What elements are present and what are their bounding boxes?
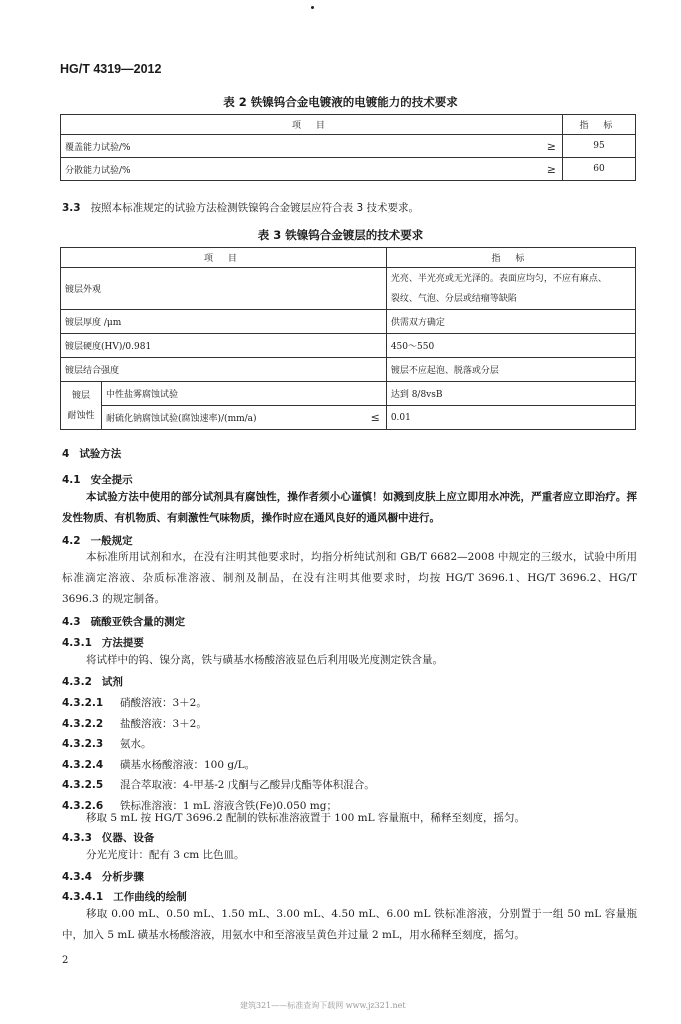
table3-item: 耐硫化钠腐蚀试验(腐蚀速率)/(mm/a) xyxy=(102,406,358,430)
section-4-3-4-1: 4.3.4.1 工作曲线的绘制 xyxy=(62,891,187,903)
table3-value: 光亮、半光亮或无光泽的。表面应均匀，不应有麻点、 裂纹、气泡、分层或结瘤等缺陷 xyxy=(386,268,635,310)
table-row xyxy=(61,406,636,430)
section-3-3: 3.3 按照本标准规定的试验方法检测铁镍钨合金镀层应符合表 3 技术要求。 xyxy=(62,202,419,214)
table2-header-item: 项 目 xyxy=(61,115,563,135)
table3-group-label: 镀层 耐蚀性 xyxy=(61,382,102,430)
list-item: 4.3.2.5 混合萃取液：4-甲基-2 戊酮与乙酸异戊酯等体积混合。 xyxy=(62,779,375,791)
table2 xyxy=(60,114,636,181)
table3-item: 中性盐雾腐蚀试验 xyxy=(102,382,387,406)
section-4-3-3-text: 分光光度计：配有 3 cm 比色皿。 xyxy=(86,849,245,861)
table3-header-value: 指 标 xyxy=(386,248,635,268)
section-4: 4 试验方法 xyxy=(62,448,122,460)
section-4-3-4-1-text: 移取 0.00 mL、0.50 mL、1.50 mL、3.00 mL、4.50 mL、6.00 mL 铁标准溶液，分别置于一组 50 mL 容量瓶中，加入 5 mL 磺基水杨酸溶液，用氨水中和至溶液呈黄色并过量 2 mL，用水稀释至刻度，摇匀。 xyxy=(62,908,637,941)
standard-number: HG/T 4319—2012 xyxy=(60,62,162,76)
table2-item: 覆盖能力试验/% xyxy=(61,135,534,158)
table3-item: 镀层外观 xyxy=(61,268,387,310)
table3 xyxy=(60,247,636,430)
table-row xyxy=(61,158,636,181)
comparison-symbol: ≥ xyxy=(534,135,563,158)
list-item: 4.3.2.2 盐酸溶液：3＋2。 xyxy=(62,717,207,730)
table3-item: 镀层结合强度 xyxy=(61,358,387,382)
table2-value: 60 xyxy=(562,158,635,181)
comparison-symbol: ≥ xyxy=(534,158,563,181)
table3-value: 450～550 xyxy=(386,334,635,358)
reagent-4-3-2-6-text: 移取 5 mL 按 HG/T 3696.2 配制的铁标准溶液置于 100 mL 容量瓶中，稀释至刻度，摇匀。 xyxy=(86,812,525,824)
table3-value: 供需双方确定 xyxy=(386,310,635,334)
table-row xyxy=(61,382,636,406)
comparison-symbol: ≤ xyxy=(358,406,387,430)
table2-item: 分散能力试验/% xyxy=(61,158,534,181)
table-row xyxy=(61,334,636,358)
table2-title: 表 2 铁镍钨合金电镀液的电镀能力的技术要求 xyxy=(223,95,458,109)
page-number: 2 xyxy=(62,955,69,966)
reagent-list xyxy=(62,693,375,816)
table3-header-item: 项 目 xyxy=(61,248,387,268)
footer-watermark: 建筑321——标准查询下载网 www.jz321.net xyxy=(240,1001,406,1010)
section-4-1-text: 本试验方法中使用的部分试剂具有腐蚀性，操作者须小心谨慎！如溅到皮肤上应立即用水冲洗，严重者应立即治疗。挥发性物质、有机物质、有刺激性气味物质，操作时应在通风良好的通风橱中进行。 xyxy=(62,491,637,524)
table2-header-value: 指 标 xyxy=(562,115,635,135)
section-4-2-text: 本标准所用试剂和水，在没有注明其他要求时，均指分析纯试剂和 GB/T 6682—2008 中规定的三级水，试验中所用标准滴定溶液、杂质标准溶液、制剂及制品，在没有注明其他要求时，均按 HG/T 3696.1、HG/T 3696.2、HG/T 3696.3 的规定制备。 xyxy=(62,551,637,605)
section-4-3-3: 4.3.3 仪器、设备 xyxy=(62,832,155,844)
table3-value: 0.01 xyxy=(386,406,635,430)
section-4-3-1-text: 将试样中的钨、镍分离，铁与磺基水杨酸溶液显色后利用吸光度测定铁含量。 xyxy=(86,654,443,666)
section-4-3: 4.3 硫酸亚铁含量的测定 xyxy=(62,616,186,628)
list-item: 4.3.2.6 铁标准溶液：1 mL 溶液含铁(Fe)0.050 mg； xyxy=(62,799,337,812)
list-item: 4.3.2.1 硝酸溶液：3＋2。 xyxy=(62,697,207,709)
table-row xyxy=(61,135,636,158)
table3-value: 达到 8/8vsB xyxy=(386,382,635,406)
table-row xyxy=(61,358,636,382)
section-4-3-1: 4.3.1 方法提要 xyxy=(62,637,144,649)
table3-item: 镀层厚度 /μm xyxy=(61,310,387,334)
section-4-1: 4.1 安全提示 xyxy=(62,474,133,486)
table-row xyxy=(61,268,636,310)
table3-title: 表 3 铁镍钨合金镀层的技术要求 xyxy=(257,228,424,242)
section-4-3-4: 4.3.4 分析步骤 xyxy=(62,871,144,883)
list-item: 4.3.2.3 氨水。 xyxy=(62,738,152,750)
table-row xyxy=(61,310,636,334)
table2-value: 95 xyxy=(562,135,635,158)
section-4-3-2: 4.3.2 试剂 xyxy=(62,676,123,688)
list-item: 4.3.2.4 磺基水杨酸溶液：100 g/L。 xyxy=(62,758,256,771)
top-mark xyxy=(311,6,314,9)
section-4-2: 4.2 一般规定 xyxy=(62,535,133,547)
table3-value: 镀层不应起泡、脱落或分层 xyxy=(386,358,635,382)
table3-item: 镀层硬度(HV)/0.981 xyxy=(61,334,387,358)
